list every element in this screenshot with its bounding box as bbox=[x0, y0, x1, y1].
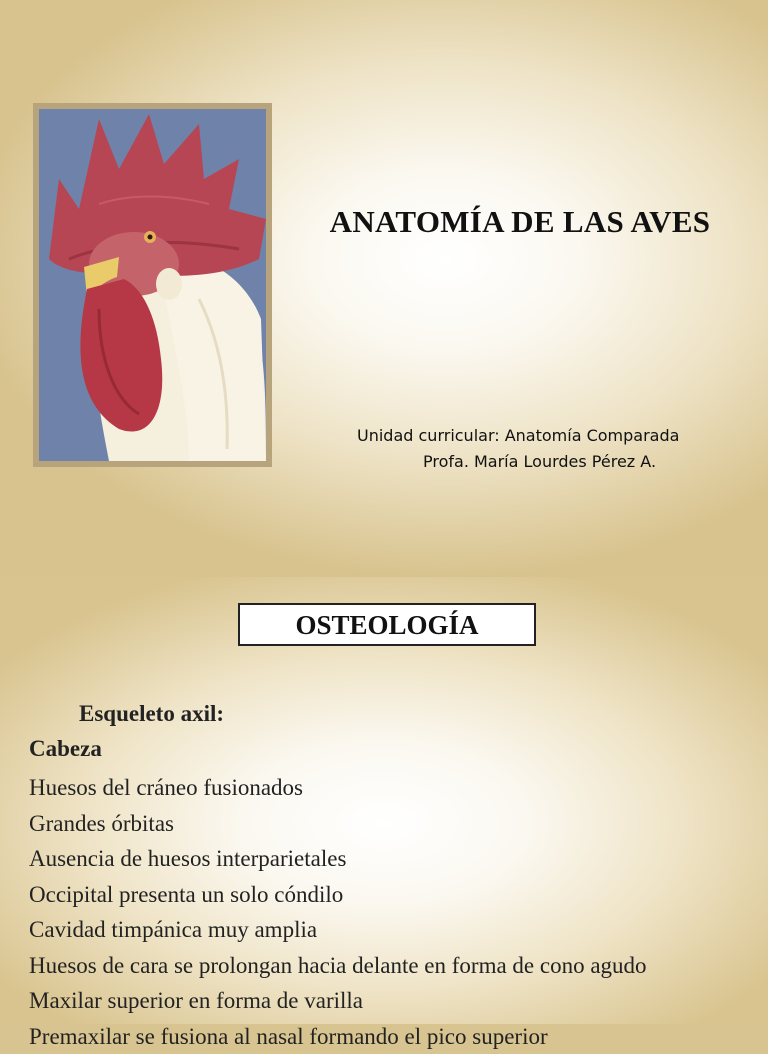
list-item: Premaxilar se fusiona al nasal formando el pico superior bbox=[29, 1019, 647, 1054]
presentation-title: ANATOMÍA DE LAS AVES bbox=[300, 204, 740, 240]
osteology-slide bbox=[0, 577, 768, 1024]
rooster-photo-frame bbox=[33, 103, 272, 467]
course-label: Unidad curricular: Anatomía Comparada bbox=[357, 426, 679, 445]
list-item: Cavidad timpánica muy amplia bbox=[29, 912, 647, 948]
feature-list bbox=[29, 770, 647, 1054]
list-item: Occipital presenta un solo cóndilo bbox=[29, 877, 647, 913]
list-item: Maxilar superior en forma de varilla bbox=[29, 983, 647, 1019]
list-item: Huesos de cara se prolongan hacia delante en forma de cono agudo bbox=[29, 948, 647, 984]
list-item: Ausencia de huesos interparietales bbox=[29, 841, 647, 877]
list-item: Grandes órbitas bbox=[29, 806, 647, 842]
section-title-box: OSTEOLOGÍA bbox=[238, 603, 536, 646]
rooster-head-photo bbox=[39, 109, 266, 461]
professor-name: Profa. María Lourdes Pérez A. bbox=[423, 452, 656, 471]
lead-heading: Esqueleto axil: bbox=[79, 701, 224, 727]
list-item: Huesos del cráneo fusionados bbox=[29, 770, 647, 806]
subsection-heading: Cabeza bbox=[29, 736, 102, 762]
